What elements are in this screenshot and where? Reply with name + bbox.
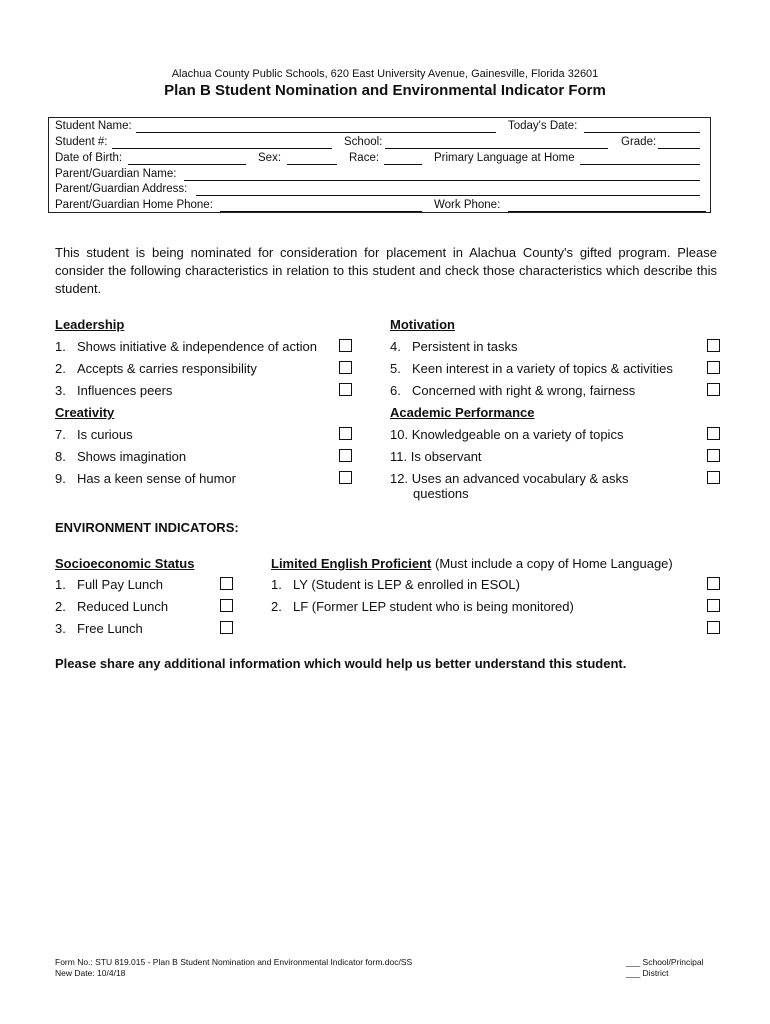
socio-item-1: 1. Full Pay Lunch (55, 577, 163, 592)
race-label: Race: (349, 152, 380, 164)
lep-item-1: 1. LY (Student is LEP & enrolled in ESOL) (271, 577, 520, 592)
creativity-7-checkbox[interactable] (339, 427, 352, 440)
lep-note: (Must include a copy of Home Language) (434, 556, 673, 571)
socio-1-checkbox[interactable] (220, 577, 233, 590)
creativity-heading: Creativity (55, 405, 115, 420)
creativity-8-checkbox[interactable] (339, 449, 352, 462)
footer-district: ___ District (626, 968, 669, 978)
work-phone-field[interactable] (508, 211, 706, 212)
todays-date-label: Today's Date: (508, 120, 578, 132)
academic-item-11: 11. Is observant (390, 449, 482, 464)
form-title: Plan B Student Nomination and Environmental Indicator Form (164, 82, 606, 99)
lep-item-2: 2. LF (Former LEP student who is being monitored) (271, 599, 574, 614)
school-address: Alachua County Public Schools, 620 East University Avenue, Gainesville, Florida 32601 (171, 68, 599, 80)
leadership-item-2: 2. Accepts & carries responsibility (55, 361, 257, 376)
leadership-item-3: 3. Influences peers (55, 383, 173, 398)
student-number-label: Student #: (55, 136, 108, 148)
academic-item-12-cont: questions (413, 486, 469, 501)
student-name-label: Student Name: (55, 120, 132, 132)
motivation-item-5: 5. Keen interest in a variety of topics & activities (390, 361, 673, 376)
socio-3-checkbox[interactable] (220, 621, 233, 634)
motivation-heading: Motivation (390, 317, 455, 332)
creativity-item-8: 8. Shows imagination (55, 449, 187, 464)
lep-heading-row (271, 556, 673, 571)
socio-2-checkbox[interactable] (220, 599, 233, 612)
student-number-field[interactable] (112, 148, 332, 149)
dob-label: Date of Birth: (55, 152, 123, 164)
motivation-5-checkbox[interactable] (707, 361, 720, 374)
additional-info-area[interactable] (55, 680, 715, 940)
leadership-3-checkbox[interactable] (339, 383, 352, 396)
primary-language-label: Primary Language at Home (434, 152, 575, 164)
intro-paragraph: This student is being nominated for consideration for placement in Alachua County's gifted program. Please consider the following characteristics in relation to this student and check those characteristics which describe this student. (55, 245, 717, 296)
environment-heading: ENVIRONMENT INDICATORS: (55, 520, 239, 535)
lep-heading: Limited English Proficient (271, 556, 432, 571)
race-field[interactable] (384, 164, 422, 165)
grade-field[interactable] (658, 148, 700, 149)
motivation-item-6: 6. Concerned with right & wrong, fairness (390, 383, 636, 398)
dob-field[interactable] (128, 164, 246, 165)
academic-10-checkbox[interactable] (707, 427, 720, 440)
primary-language-field[interactable] (580, 164, 700, 165)
guardian-home-phone-field[interactable] (220, 211, 422, 212)
motivation-4-checkbox[interactable] (707, 339, 720, 352)
school-field[interactable] (385, 148, 608, 149)
grade-label: Grade: (621, 136, 657, 148)
lep-3-checkbox[interactable] (707, 621, 720, 634)
academic-11-checkbox[interactable] (707, 449, 720, 462)
socioeconomic-heading: Socioeconomic Status (55, 556, 195, 571)
motivation-item-4: 4. Persistent in tasks (390, 339, 518, 354)
socio-item-3: 3. Free Lunch (55, 621, 143, 636)
footer-form-number: Form No.: STU 819.015 - Plan B Student Nomination and Environmental Indicator form.doc/SS (55, 957, 413, 967)
leadership-2-checkbox[interactable] (339, 361, 352, 374)
academic-12-checkbox[interactable] (707, 471, 720, 484)
additional-info-prompt: Please share any additional information which would help us better understand this student. (55, 656, 627, 671)
sex-field[interactable] (287, 164, 337, 165)
leadership-1-checkbox[interactable] (339, 339, 352, 352)
footer-new-date: New Date: 10/4/18 (55, 968, 126, 978)
lep-1-checkbox[interactable] (707, 577, 720, 590)
guardian-address-field[interactable] (196, 195, 700, 196)
todays-date-field[interactable] (584, 132, 700, 133)
sex-label: Sex: (258, 152, 282, 164)
academic-heading: Academic Performance (390, 405, 535, 420)
guardian-address-label: Parent/Guardian Address: (55, 183, 188, 195)
creativity-item-9: 9. Has a keen sense of humor (55, 471, 236, 486)
creativity-9-checkbox[interactable] (339, 471, 352, 484)
guardian-name-label: Parent/Guardian Name: (55, 168, 177, 180)
socio-item-2: 2. Reduced Lunch (55, 599, 169, 614)
school-label: School: (344, 136, 383, 148)
leadership-heading: Leadership (55, 317, 125, 332)
guardian-name-field[interactable] (184, 180, 700, 181)
motivation-6-checkbox[interactable] (707, 383, 720, 396)
academic-item-10: 10. Knowledgeable on a variety of topics (390, 427, 624, 442)
student-name-field[interactable] (136, 132, 496, 133)
work-phone-label: Work Phone: (434, 199, 501, 211)
academic-item-12: 12. Uses an advanced vocabulary & asks (390, 471, 629, 486)
footer-school-principal: ___ School/Principal (626, 957, 704, 967)
creativity-item-7: 7. Is curious (55, 427, 133, 442)
lep-2-checkbox[interactable] (707, 599, 720, 612)
leadership-item-1: 1. Shows initiative & independence of action (55, 339, 317, 354)
guardian-home-phone-label: Parent/Guardian Home Phone: (55, 199, 213, 211)
